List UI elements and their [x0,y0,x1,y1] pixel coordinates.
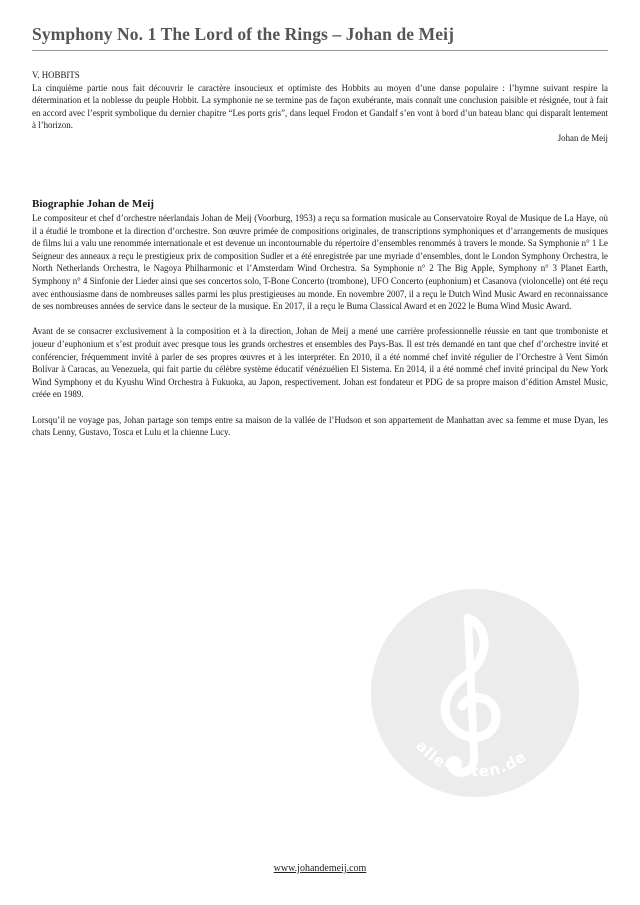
hobbits-signature: Johan de Meij [557,132,608,143]
header-divider [32,50,608,51]
biography-paragraph: Le compositeur et chef d’orchestre néerlandais Johan de Meij (Voorburg, 1953) a reçu sa formation musicale au Conservatoire Royal de Musique de La Haye, où il a étudié le trombone et la direction d’orchestre. Son œuvre primée de compositions originales, de transcriptions symphoniques et d’arrangements de musiques de films lui a valu une renommée internationale et est devenue un incontournable du répertoire d’ensembles renommés à travers le monde. Sa Symphonie n° 1 Le Seigneur des anneaux a reçu le prestigieux prix de composition Sudler et a été enregistrée par une myriade d’ensembles, dont le London Symphony Orchestra, le North Netherlands Orchestra, le Nagoya Philharmonic et l’Amsterdam Wind Orchestra. Sa Symphonie n° 2 The Big Apple, Symphony n° 3 Planet Earth, Symphony n° 4 Sinfonie der Lieder ainsi que ses concertos solo, T-Bone Concerto (trombone), UFO Concerto (euphonium) et Casanova (violoncelle) ont été reçu avec enthousiasme dans de nombreuses salles parmi les plus prestigieuses au monde. En novembre 2007, il a reçu le Dutch Wind Music Award en reconnaissance de ses nombreuses années de service dans le secteur de la musique. En 2017, il a reçu le Buma Classical Award et en 2022 le Buma Wind Music Award. [32,213,608,312]
biography-paragraph: Avant de se consacrer exclusivement à la composition et à la direction, Johan de Meij a mené une carrière professionnelle réussie en tant que tromboniste et joueur d’euphonium et s’est produit avec presque tous les grands orchestres et ensembles des Pays-Bas. Il est très demandé en tant que chef d’orchestre invité et conférencier, fréquemment invité à parler de ses propres œuvres et à les interpréter. En 2010, il a été nommé chef invité régulier de l’Orchestre à Vent Simón Bolívar à Caracas, au Venezuela, qui fait partie du célèbre système éducatif vénézuélien El Sistema. En 2014, il a été nommé chef invité principal du New York Wind Symphony et du Kyushu Wind Orchestra à Fukuoka, au Japon, respectivement. Johan est fondateur et PDG de sa propre maison d’édition Amstel Music, créée en 1989. [32,326,608,400]
watermark-text: alle-noten.de [412,736,530,781]
biography-section [32,212,608,439]
hobbits-heading: V. HOBBITS [32,70,80,80]
hobbits-text: La cinquième partie nous fait découvrir le caractère insoucieux et optimiste des Hobbits au moyen d’une danse populaire : l’hymne suivant respire la détermination et la noblesse du peuple Hobbit. La symphonie ne se termine pas de façon exubérante, mais connaît une conclusion paisible et résignée, tout à fait en accord avec l’esprit symbolique du dernier chapitre “Les ports gris”, dans lequel Frodon et Gandalf s’en vont à bord d’un bateau blanc qui disparaît lentement à l’horizon. [32,82,608,131]
page-title: Symphony No. 1 The Lord of the Rings – Johan de Meij [32,24,455,44]
website-link[interactable]: www.johandemeij.com [273,863,367,874]
treble-clef-icon [370,588,580,798]
hobbits-section [32,69,608,145]
biography-paragraph: Lorsqu’il ne voyage pas, Johan partage son temps entre sa maison de la vallée de l’Hudson et son appartement de Manhattan avec sa femme et muse Dyan, les chats Lenny, Gustavo, Tosca et Lulu et la chienne Lucy. [32,414,608,438]
biography-heading: Biographie Johan de Meij [32,198,154,210]
